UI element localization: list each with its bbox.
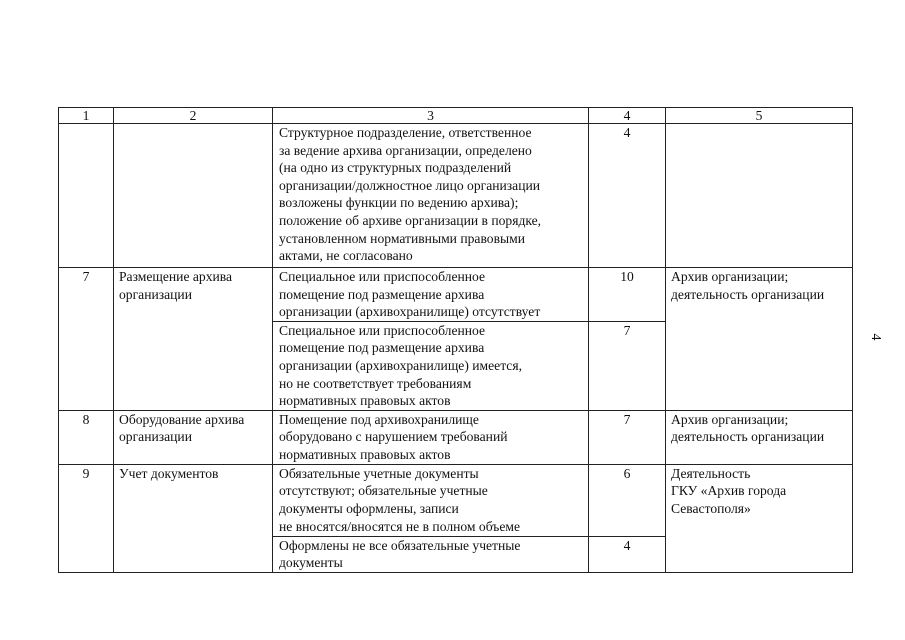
table-row [59, 464, 853, 536]
score: 10 [589, 268, 666, 322]
col-header-2: 2 [114, 108, 273, 124]
criteria-table [58, 107, 853, 573]
score: 4 [589, 536, 666, 572]
row-number: 7 [59, 268, 114, 411]
criterion-text: Специальное или приспособленное помещение под размещение архива организации (архивохранилище) имеется, но не соответствует требованиям нормативных правовых актов [273, 321, 589, 410]
source: Архив организации; деятельность организации [666, 268, 853, 411]
score: 4 [589, 124, 666, 268]
table-row [59, 124, 853, 268]
row-name: Учет документов [114, 464, 273, 572]
col-header-3: 3 [273, 108, 589, 124]
criterion-text: Оформлены не все обязательные учетные документы [273, 536, 589, 572]
col-header-4: 4 [589, 108, 666, 124]
criterion-text: Специальное или приспособленное помещение под размещение архива организации (архивохранилище) отсутствует [273, 268, 589, 322]
row-number [59, 124, 114, 268]
row-number: 9 [59, 464, 114, 572]
source: Деятельность ГКУ «Архив города Севастополя» [666, 464, 853, 572]
score: 6 [589, 464, 666, 536]
score: 7 [589, 321, 666, 410]
table-row [59, 410, 853, 464]
score: 7 [589, 410, 666, 464]
header-row [59, 108, 853, 124]
col-header-5: 5 [666, 108, 853, 124]
criterion-text: Обязательные учетные документы отсутствуют; обязательные учетные документы оформлены, записи не вносятся/вносятся не в полном объеме [273, 464, 589, 536]
source [666, 124, 853, 268]
row-name [114, 124, 273, 268]
row-name: Оборудование архива организации [114, 410, 273, 464]
row-name: Размещение архива организации [114, 268, 273, 411]
criterion-text: Структурное подразделение, ответственное за ведение архива организации, определено (на одно из структурных подразделений организации/должностное лицо организации возложены функции по ведению архива); положение об архиве организации в порядке, установленном нормативными правовыми актами, не согласовано [273, 124, 589, 268]
row-number: 8 [59, 410, 114, 464]
page-number: 4 [868, 333, 883, 341]
source: Архив организации; деятельность организации [666, 410, 853, 464]
table-row [59, 268, 853, 322]
criterion-text: Помещение под архивохранилище оборудовано с нарушением требований нормативных правовых актов [273, 410, 589, 464]
col-header-1: 1 [59, 108, 114, 124]
